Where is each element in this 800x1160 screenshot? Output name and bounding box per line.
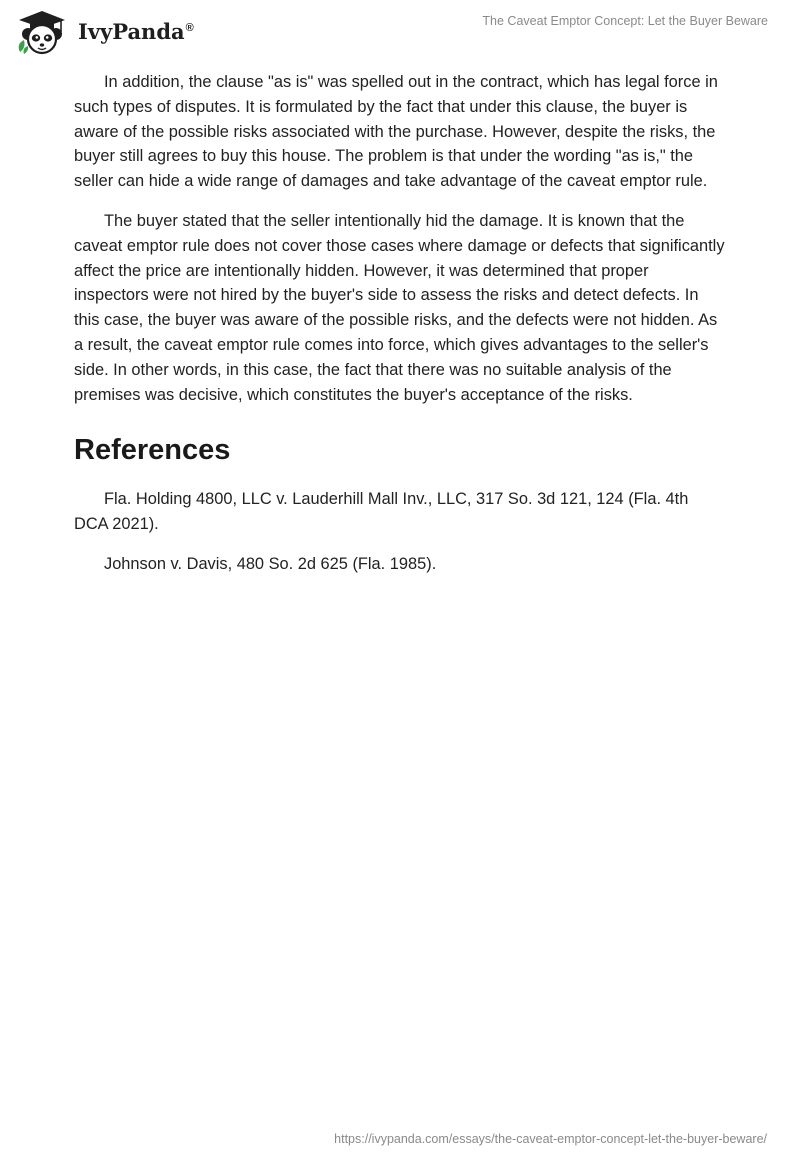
ivypanda-logo[interactable]	[14, 8, 194, 56]
registered-mark: ®	[185, 21, 194, 34]
source-url[interactable]: https://ivypanda.com/essays/the-caveat-emptor-concept-let-the-buyer-beware/	[334, 1132, 767, 1146]
references-heading: References	[74, 434, 231, 467]
reference-entry: Johnson v. Davis, 480 So. 2d 625 (Fla. 1985).	[104, 554, 437, 573]
document-title: The Caveat Emptor Concept: Let the Buyer Beware	[482, 14, 768, 28]
body-paragraph: In addition, the clause "as is" was spelled out in the contract, which has legal force in such types of disputes. It is formulated by the fact that under this clause, the buyer is aware of the possible risks associated with the purchase. However, despite the risks, the buyer still agrees to buy this house. The problem is that under the wording "as is," the seller can hide a wide range of damages and take advantage of the caveat emptor rule.	[74, 73, 718, 191]
body-paragraph: The buyer stated that the seller intentionally hid the damage. It is known that the caveat emptor rule does not cover those cases where damage or defects that significantly affect the price are intentionally hidden. However, it was determined that proper inspectors were not hired by the buyer's side to assess the risks and detect defects. In this case, the buyer was aware of the possible risks, and the defects were not hidden. As a result, the caveat emptor rule comes into force, which gives advantages to the seller's side. In other words, in this case, the fact that there was no suitable analysis of the premises was decisive, which constitutes the buyer's acceptance of the risks.	[74, 211, 725, 404]
page-header	[0, 0, 800, 62]
reference-entry: Fla. Holding 4800, LLC v. Lauderhill Mall Inv., LLC, 317 So. 3d 121, 124 (Fla. 4th DCA 2021).	[74, 490, 689, 534]
logo-name: IvyPanda	[78, 18, 185, 44]
essay-content	[74, 70, 726, 592]
logo-wordmark	[78, 19, 194, 44]
panda-graduate-icon	[14, 8, 72, 56]
